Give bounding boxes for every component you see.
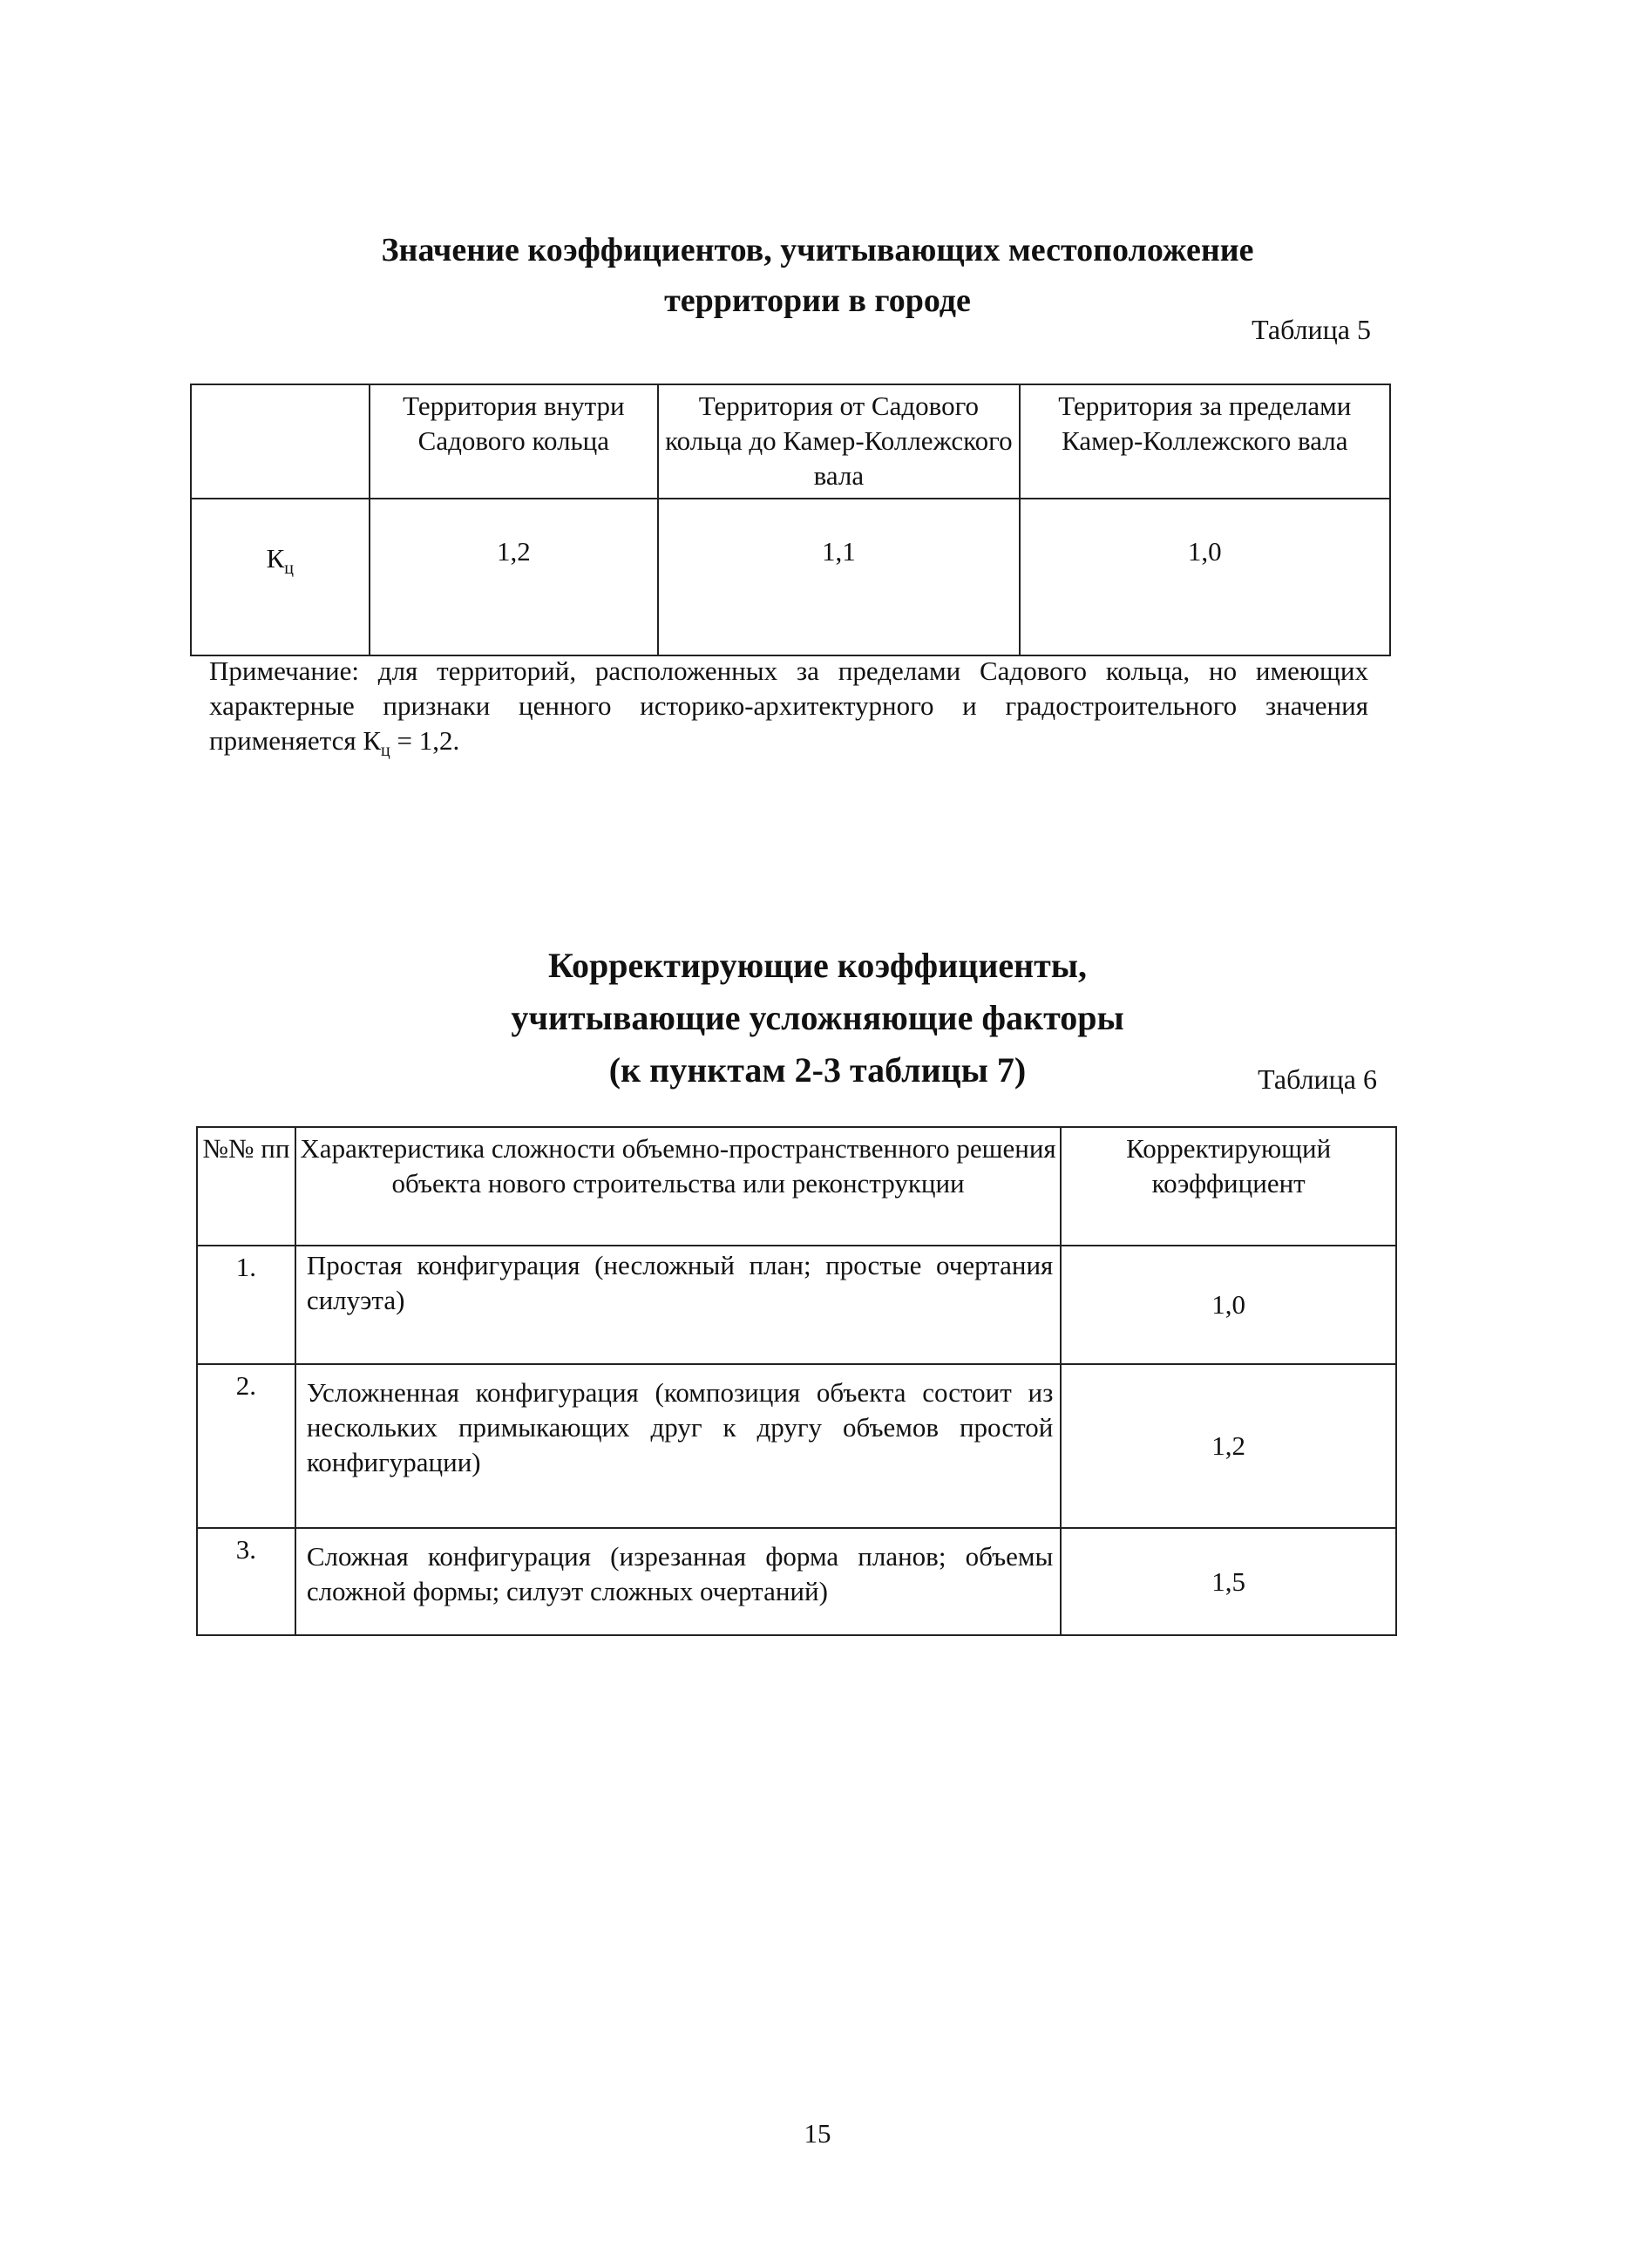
table5-value-inside-ring: 1,2 — [370, 499, 659, 655]
table6-row-description: Сложная конфигурация (изрезанная форма планов; объемы сложной формы; силуэт сложных очертаний) — [295, 1528, 1062, 1635]
table6-heading-line1: Корректирующие коэффициенты, — [547, 946, 1088, 985]
table-row — [197, 1364, 1396, 1528]
table6-row-coefficient: 1,5 — [1061, 1528, 1396, 1635]
table6-header-number: №№ пп — [197, 1127, 295, 1246]
table6-heading — [0, 940, 1635, 1097]
table6-header-coefficient: Корректирующий коэффициент — [1061, 1127, 1396, 1246]
table5-location-coefficients — [190, 384, 1391, 656]
table5-value-ring-to-val: 1,1 — [658, 499, 1019, 655]
table5-header-ring-to-val: Территория от Садового кольца до Камер-Коллежского вала — [658, 384, 1019, 499]
table5-header-outside-val: Территория за пределами Камер-Коллежского вала — [1020, 384, 1390, 499]
table5-value-outside-val: 1,0 — [1020, 499, 1390, 655]
table6-row-coefficient: 1,0 — [1061, 1246, 1396, 1364]
table6-header-row — [197, 1127, 1396, 1246]
table6-heading-line2: учитывающие усложняющие факторы — [511, 998, 1124, 1037]
table5-row-label: $К_ц$ — [191, 499, 370, 655]
table5-heading-line2: территории в городе — [664, 282, 971, 319]
table6-label: Таблица 6 — [1258, 1063, 1377, 1095]
page-number: 15 — [804, 2118, 831, 2149]
table6-row-number: 1. — [197, 1246, 295, 1364]
table6-correction-coefficients — [196, 1126, 1397, 1636]
table5-heading — [0, 225, 1635, 326]
table-row — [197, 1528, 1396, 1635]
table5-header-inside-ring: Территория внутри Садового кольца — [370, 384, 659, 499]
table5-note: Примечание: для территорий, расположенных за пределами Садового кольца, но имеющих характерные признаки ценного историко-архитектурного и градостроительного значения применяется $К_ц = 1,2$. — [209, 655, 1368, 761]
table6-row-description: Усложненная конфигурация (композиция объекта состоит из нескольких примыкающих друг к другу объемов простой конфигурации) — [295, 1364, 1062, 1528]
table5-header-empty — [191, 384, 370, 499]
table5-value-row — [191, 499, 1390, 655]
table6-row-number: 2. — [197, 1364, 295, 1528]
table5-header-row — [191, 384, 1390, 499]
table6-row-description: Простая конфигурация (несложный план; простые очертания силуэта) — [295, 1246, 1062, 1364]
table6-row-coefficient: 1,2 — [1061, 1364, 1396, 1528]
table6-row-number: 3. — [197, 1528, 295, 1635]
table-row — [197, 1246, 1396, 1364]
table5-label: Таблица 5 — [1252, 314, 1371, 345]
table5-heading-line1: Значение коэффициентов, учитывающих местоположение — [381, 232, 1254, 268]
table6-heading-line3: (к пунктам 2-3 таблицы 7) — [608, 1050, 1027, 1090]
table6-header-description: Характеристика сложности объемно-пространственного решения объекта нового строительства или реконструкции — [295, 1127, 1062, 1246]
